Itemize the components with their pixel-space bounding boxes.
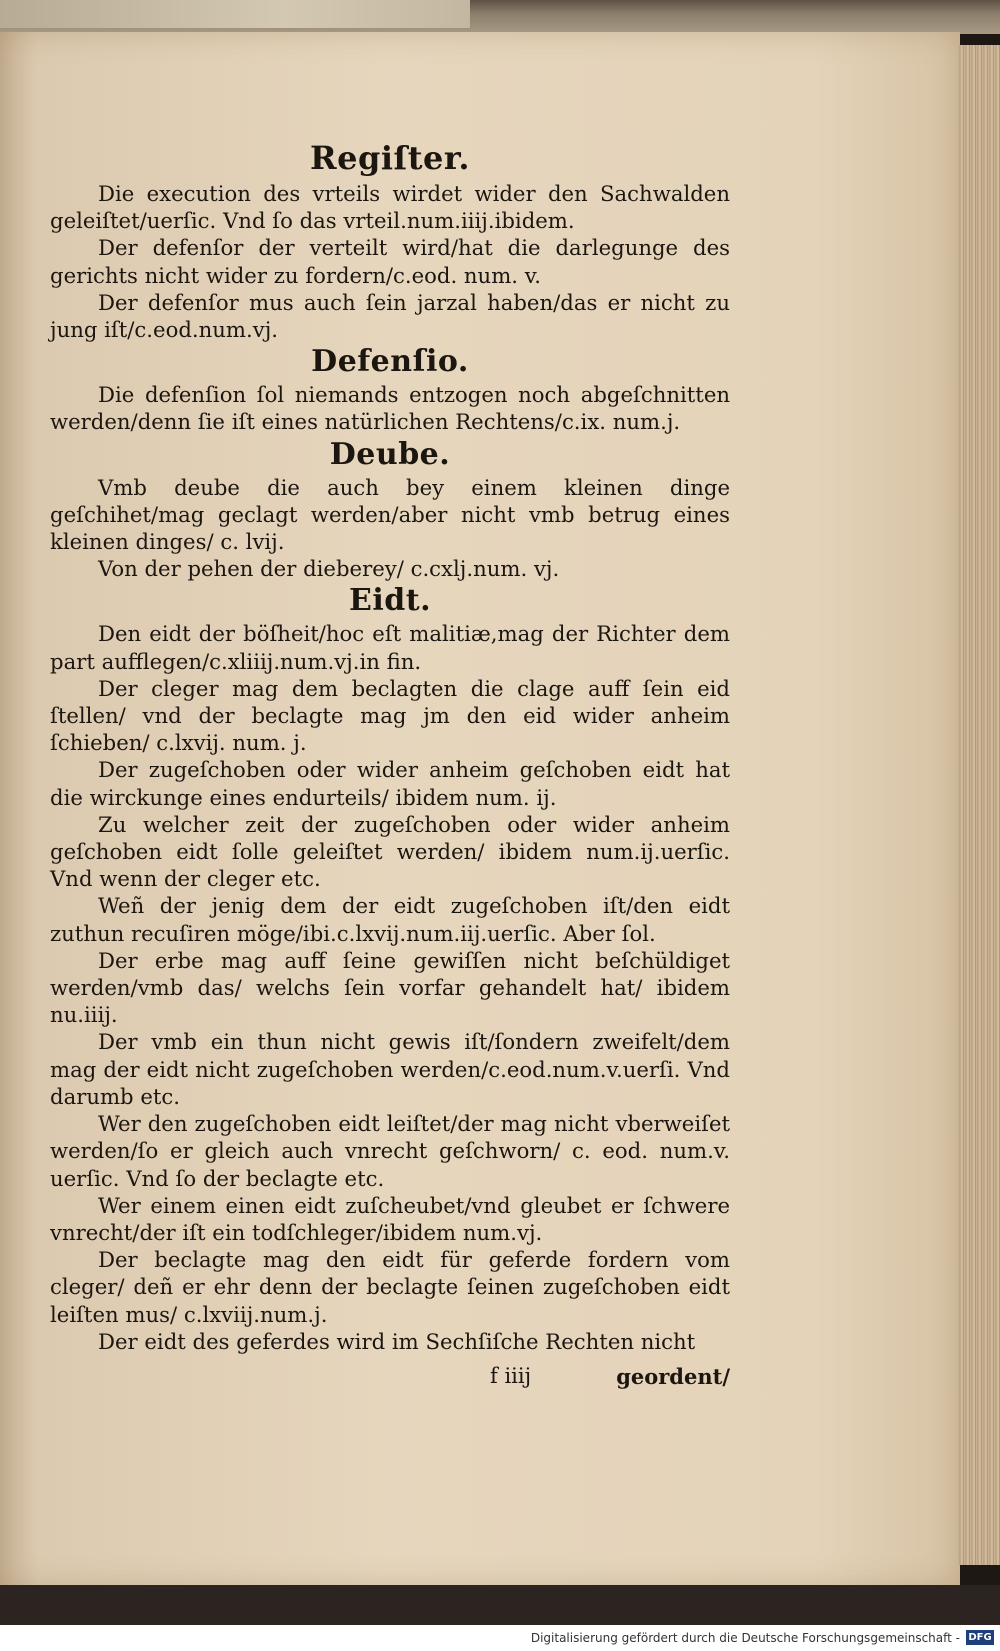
digitization-footer	[0, 1625, 1000, 1651]
entry-execution: Die execution des vrteils wirdet wider den Sachwalden geleiſtet/uerſic. Vnd ſo das vrteil.num.iiij.ibidem.	[50, 181, 730, 234]
signature-mark: f iiij	[490, 1364, 532, 1388]
entry-todschleger: Wer einem einen eidt zuſcheubet/vnd gleubet er ſchwere vnrecht/der iſt ein todſchleger/ibidem num.vj.	[50, 1192, 730, 1245]
entry-vberweiset: Wer den zugeſchoben eidt leiſtet/der mag nicht vberweiſet werden/ſo er gleich auch vnrecht geſchworn/ c. eod. num.v. uerſic. Vnd ſo der beclagte etc.	[50, 1111, 730, 1191]
entry-sechsische-rechten: Der eidt des geferdes wird im Sechſiſche Rechten nicht	[98, 1328, 696, 1354]
page-fore-edge	[958, 45, 1000, 1565]
heading-deube: Deube.	[329, 436, 451, 472]
entry-zugeschoben-eidt: Der zugeſchoben oder wider anheim geſchoben eidt hat die wirckunge eines endurteils/ ibidem num. ij.	[50, 757, 730, 810]
entry-zweifelt: Der vmb ein thun nicht gewis iſt/ſondern zweifelt/dem mag der eidt nicht zugeſchoben werden/c.eod.num.v.uerſi. Vnd darumb etc.	[50, 1029, 730, 1109]
entry-recusiren: Weñ der jenig dem der eidt zugeſchoben iſt/den eidt zuthun recuſiren möge/ibi.c.lxvij.num.iij.uerſic. Aber ſol.	[50, 893, 730, 946]
catchword: geordent/	[616, 1364, 730, 1389]
entry-cleger-clage: Der cleger mag dem beclagten die clage auff ſein eid ſtellen/ vnd der beclagte mag jm den eid wider anheim ſchieben/ c.lxvij. num. j.	[50, 675, 730, 756]
torn-paper-strip	[0, 0, 470, 28]
heading-eidt: Eidt.	[348, 583, 432, 619]
book-top-edge	[0, 0, 1000, 34]
entry-eidt-malitiae: Den eidt der böſheit/hoc eſt malitiæ,mag der Richter dem part aufflegen/c.xliiij.num.vj.in fin.	[50, 621, 730, 674]
entry-geferde: Der beclagte mag den eidt für geferde fordern vom cleger/ deñ er ehr denn der beclagte ſeinen zugeſchoben eidt leiſten mus/ c.lxviij.num.j.	[50, 1247, 730, 1327]
heading-defensio: Defenſio.	[311, 344, 469, 380]
entry-erbe: Der erbe mag auff ſeine gewiſſen nicht beſchüldiget werden/vmb das/ welchs ſein vorfar gehandelt hat/ ibidem nu.iiij.	[50, 947, 730, 1028]
book-bottom-shadow	[0, 1585, 1000, 1625]
footer-credit: Digitalisierung gefördert durch die Deutsche Forschungsgemeinschaft -	[530, 1631, 960, 1645]
entry-defension: Die defenſion ſol niemands entzogen noch abgeſchnitten werden/denn ſie iſt eines natürlichen Rechtens/c.ix. num.j.	[50, 382, 730, 435]
heading-register: Regiſter.	[310, 139, 470, 177]
entry-zeit-eidt: Zu welcher zeit der zugeſchoben oder wider anheim geſchoben eidt ſolle geleiſtet werden/ ibidem num.ij.uerſic. Vnd wenn der cleger etc.	[50, 811, 730, 892]
entry-dieberey: Von der pehen der dieberey/ c.cxlj.num. vj.	[98, 556, 560, 582]
entry-defensor-jarzal: Der defenſor mus auch ſein jarzal haben/das er nicht zu jung iſt/c.eod.num.vj.	[50, 289, 730, 343]
dfg-logo[interactable]: DFG	[966, 1630, 994, 1645]
entry-defensor-darlegunge: Der defenſor der verteilt wird/hat die darlegunge des gerichts nicht wider zu fordern/c.eod. num. v.	[50, 235, 730, 288]
register-text-block	[50, 138, 730, 1355]
entry-deube: Vmb deube die auch bey einem kleinen dinge geſchihet/mag geclagt werden/aber nicht vmb betrug eines kleinen dinges/ c. lvij.	[50, 474, 730, 555]
